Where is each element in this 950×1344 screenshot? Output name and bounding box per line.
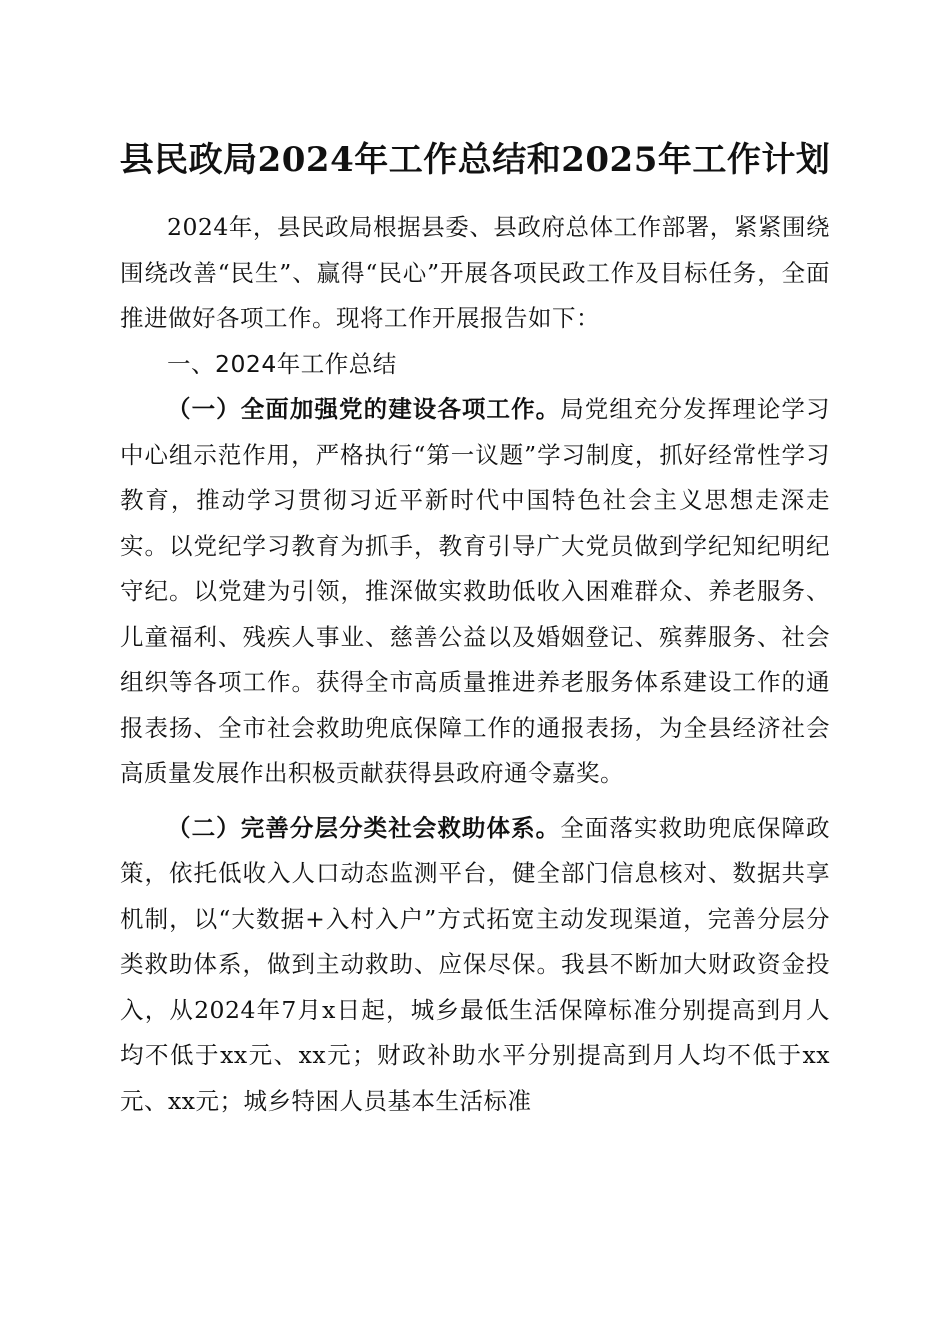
intro-paragraph: 2024年，县民政局根据县委、县政府总体工作部署，紧紧围绕围绕改善“民生”、赢得“民心”开展各项民政工作及目标任务，全面推进做好各项工作。现将工作开展报告如下： — [120, 213, 830, 332]
document-title: 县民政局2024年工作总结和2025年工作计划 — [119, 140, 831, 180]
item-paragraph — [120, 387, 830, 797]
section-heading: 一、2024年工作总结 — [167, 349, 397, 378]
item-heading: （一）全面加强党的建设各项工作。 — [167, 395, 561, 423]
item-body: 全面落实救助兜底保障政策，依托低收入人口动态监测平台，健全部门信息核对、数据共享机制，以“大数据+入村入户”方式拓宽主动发现渠道，完善分层分类救助体系，做到主动救助、应保尽保。我县不断加大财政资金投入，从2024年7月x日起，城乡最低生活保障标准分别提高到月人均不低于xx元、xx元；财政补助水平分别提高到月人均不低于xx元、xx元；城乡特困人员基本生活标准 — [120, 813, 831, 1115]
item-body: 局党组充分发挥理论学习中心组示范作用，严格执行“第一议题”学习制度，抓好经常性学习教育，推动学习贯彻习近平新时代中国特色社会主义思想走深走实。以党纪学习教育为抓手，教育引导广大党员做到学纪知纪明纪守纪。以党建为引领，推深做实救助低收入困难群众、养老服务、儿童福利、残疾人事业、慈善公益以及婚姻登记、殡葬服务、社会组织等各项工作。获得全市高质量推进养老服务体系建设工作的通报表扬、全市社会救助兜底保障工作的通报表扬，为全县经济社会高质量发展作出积极贡献获得县政府通令嘉奖。 — [120, 395, 831, 787]
document-body — [120, 205, 830, 1124]
item-paragraph — [120, 806, 830, 1125]
item-heading: （二）完善分层分类社会救助体系。 — [167, 813, 561, 842]
